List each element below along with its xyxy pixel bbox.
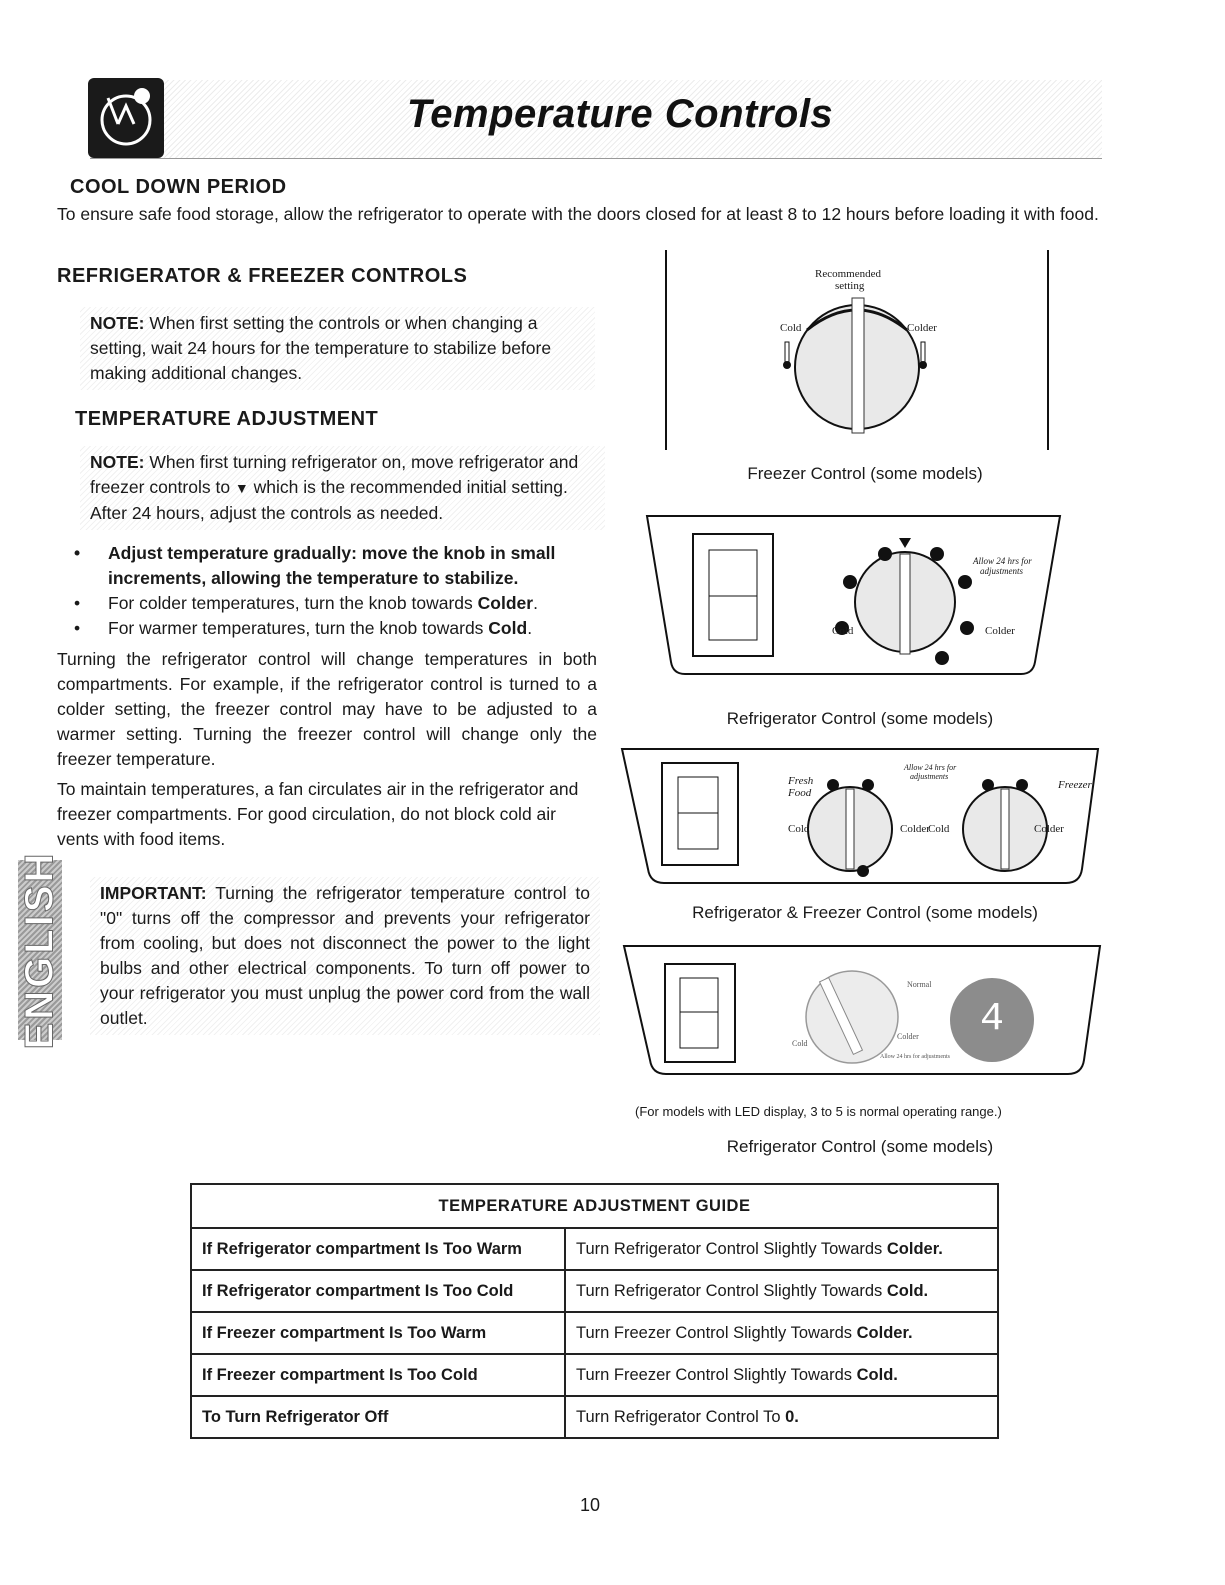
language-tab [17,850,62,1050]
condition-cell: If Refrigerator compartment Is Too Warm [191,1228,565,1270]
led-colder-label: Colder [897,1032,919,1041]
action-text: Turn Refrigerator Control Slightly Towards [576,1239,887,1258]
adjustment-paragraph-1: Turning the refrigerator control will change temperatures in both compartments. For example, if the refrigerator control is turned to a colder setting, the freezer control may have to be adjusted to a warmer setting. Turning the freezer control will change only the freezer temperature. [57,649,597,769]
light-switch [709,550,757,640]
action-cell [565,1270,998,1312]
freezer-setting-label: setting [835,280,865,292]
cold-thermometer-icon [783,342,791,369]
combo-cold-label: Cold [788,823,810,835]
bullet-bold: Cold [488,618,528,638]
thermostat-dial-icon [88,78,164,158]
refrigerator-cold-label: Cold [832,625,854,637]
freezer-knob-grip [852,298,864,433]
combo-freezer-cold-label: Cold [928,823,950,835]
condition-cell: If Freezer compartment Is Too Cold [191,1354,565,1396]
led-cold-label: Cold [792,1039,808,1048]
freezer-caption: Freezer Control (some models) [747,464,983,483]
adjustment-note [80,446,605,530]
cool-down-section [70,176,287,199]
adjustment-note-text-1: When first turning refrigerator on, move refrigerator and freezer controls to [90,452,579,497]
combo-control-figure [620,745,1110,890]
action-text: Turn Refrigerator Control To [576,1407,786,1426]
adjustment-bullets [70,541,600,641]
led-note: (For models with LED display, 3 to 5 is normal operating range.) [635,1104,1002,1119]
page-number: 10 [580,1495,601,1515]
combo-allow-label: Allow 24 hrs for [904,763,957,772]
important-box [90,877,600,1035]
condition-cell: If Freezer compartment Is Too Warm [191,1312,565,1354]
bullet-text: For warmer temperatures, turn the knob towards [108,618,489,638]
table-header-row [191,1184,998,1228]
bullet-end: . [527,618,533,638]
bullet-dot-icon: • [74,593,81,613]
adjustment-paragraph-2: To maintain temperatures, a fan circulates air in the refrigerator and freezer compartments. For good circulation, do not block cold air vents with food items. [57,779,579,849]
combo-caption: Refrigerator & Freezer Control (some models) [692,903,1038,922]
table-row [191,1270,998,1312]
important-text: Turning the refrigerator temperature control to "0" turns off the compressor and prevents your refrigerator from cooling, but does not disconnect the power to the light bulbs and other electrical components. To turn off power to your refrigerator you must unplug the power cord from the wall outlet. [100,883,590,1028]
combo-colder-label: Colder [900,823,930,835]
combo-adjustments-label: adjustments [910,772,949,781]
fresh-label: Fresh [788,775,814,787]
table-row [191,1396,998,1438]
table-row [191,1228,998,1270]
action-bold: Cold. [886,1281,929,1300]
table-row [191,1312,998,1354]
action-cell [565,1228,998,1270]
cool-down-text: To ensure safe food storage, allow the refrigerator to operate with the doors closed for at least 8 to 12 hours before loading it with food. [57,204,1099,224]
bullet-text: Adjust temperature gradually: move the knob in small increments, allowing the temperature to stabilize. [108,543,556,588]
controls-heading: REFRIGERATOR & FREEZER CONTROLS [57,265,468,287]
bullet-text: For colder temperatures, turn the knob towards [108,593,478,613]
led-panel-svg [622,942,1112,1087]
off-setting-marker [935,651,949,665]
action-bold: 0. [785,1407,799,1426]
light-switch [680,978,718,1048]
controls-note [80,307,595,390]
combo-freezer-colder-label: Colder [1034,823,1064,835]
action-cell [565,1396,998,1438]
action-bold: Cold. [856,1365,898,1384]
bullet-item [70,616,600,641]
table-row [191,1354,998,1396]
off-setting-marker [857,865,869,877]
action-text: Turn Freezer Control Slightly Towards [576,1365,857,1384]
food-label: Food [788,787,812,799]
action-bold: Colder. [886,1239,943,1258]
bullet-item [70,591,600,616]
language-tab-label: ENGLISH [17,850,62,1050]
action-text: Turn Refrigerator Control Slightly Towards [576,1281,887,1300]
action-cell [565,1312,998,1354]
refrigerator-panel-svg [645,512,1085,682]
bullet-end: . [533,593,538,613]
page-title: Temperature Controls [406,92,834,136]
led-display-value: 4 [979,997,1004,1042]
led-control-figure [622,942,1112,1087]
table-title: TEMPERATURE ADJUSTMENT GUIDE [191,1184,998,1228]
colder-thermometer-icon [919,342,927,369]
refrigerator-allow-label: Allow 24 hrs for [973,556,1032,566]
refrigerator-caption: Refrigerator Control (some models) [726,709,994,728]
refrigerator-control-figure [645,512,1085,682]
refrigerator-colder-label: Colder [985,625,1015,637]
bullet-dot-icon: • [74,618,81,638]
refrigerator-adjustments-label: adjustments [980,566,1024,576]
recommended-setting-icon: ▼ [234,480,249,496]
action-text: Turn Freezer Control Slightly Towards [576,1323,857,1342]
important-label: IMPORTANT: [100,883,207,903]
adjustment-note-label: NOTE: [90,452,145,472]
condition-cell: If Refrigerator compartment Is Too Cold [191,1270,565,1312]
led-allow-label: Allow 24 hrs for adjustments [880,1054,950,1060]
freezer-recommended-label: Recommended [815,268,881,280]
freezer-colder-label: Colder [907,322,937,334]
adjustment-guide-table [190,1183,999,1439]
cool-down-heading: COOL DOWN PERIOD [70,176,287,198]
freezer-control-figure [665,250,1049,450]
action-bold: Colder. [856,1323,913,1342]
action-cell [565,1354,998,1396]
bullet-bold: Colder [477,593,534,613]
adjustment-heading: TEMPERATURE ADJUSTMENT [75,408,379,430]
freezer-cold-label: Cold [780,322,802,334]
condition-cell: To Turn Refrigerator Off [191,1396,565,1438]
led-normal-label: Normal [907,980,932,989]
freezer-label: Freezer [1058,779,1092,791]
bullet-item [70,541,600,591]
bullet-dot-icon: • [74,543,81,563]
controls-note-text: When first setting the controls or when changing a setting, wait 24 hours for the temperature to stabilize before making additional changes. [90,313,552,383]
combo-panel-svg [620,745,1110,890]
controls-note-label: NOTE: [90,313,145,333]
adjustment-note-text-2: which is the recommended initial setting. After 24 hours, adjust the controls as needed. [90,477,568,523]
refrigerator-knob-grip [900,554,910,654]
led-caption: Refrigerator Control (some models) [726,1137,994,1156]
